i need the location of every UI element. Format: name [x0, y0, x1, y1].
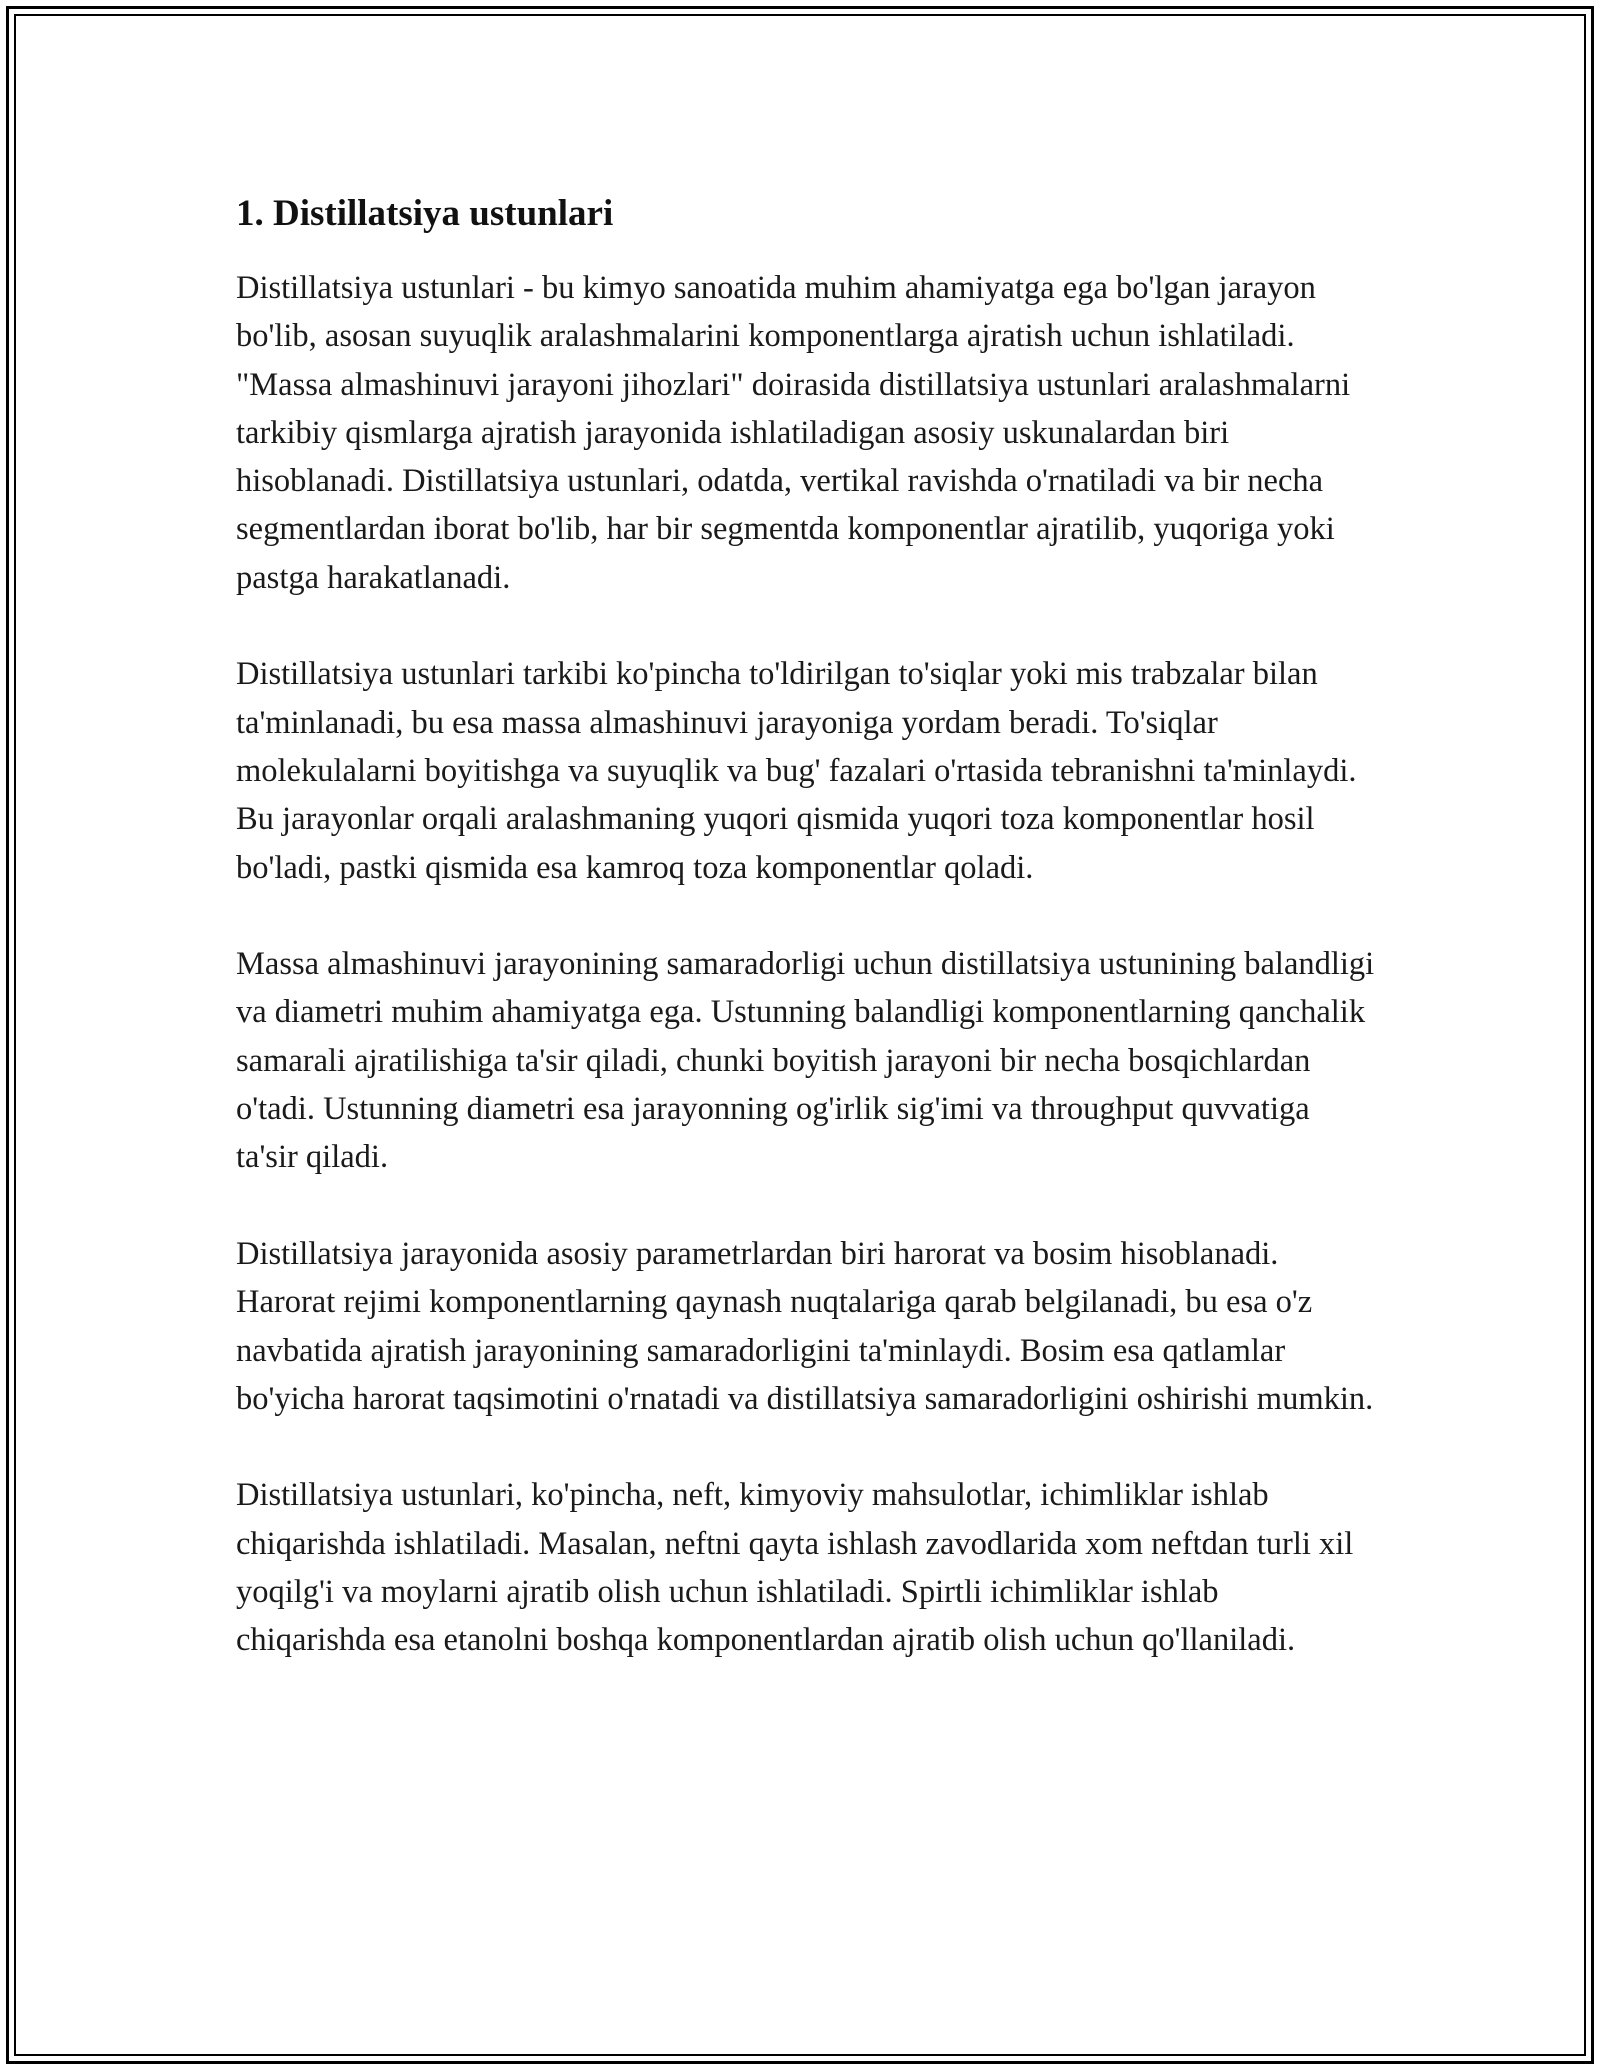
paragraph-4: Distillatsiya jarayonida asosiy parametrlardan biri harorat va bosim hisoblanadi. Harorat rejimi komponentlarning qaynash nuqtalariga qarab belgilanadi, bu esa o'z navbatida ajratish jarayonining samaradorligini ta'minlaydi. Bosim esa qatlamlar bo'yicha harorat taqsimotini o'rnatadi va distillatsiya samaradorligini oshirishi mumkin. [236, 1235, 1374, 1417]
paragraph-2: Distillatsiya ustunlari tarkibi ko'pincha to'ldirilgan to'siqlar yoki mis trabzalar bilan ta'minlanadi, bu esa massa almashinuvi jarayoniga yordam beradi. To'siqlar molekulalarni boyitishga va suyuqlik va bug' fazalari o'rtasida tebranishni ta'minlaydi. Bu jarayonlar orqali aralashmaning yuqori qismida yuqori toza komponentlar hosil bo'ladi, pastki qismida esa kamroq toza komponentlar qoladi. [236, 656, 1357, 886]
paragraph-3: Massa almashinuvi jarayonining samaradorligi uchun distillatsiya ustunining balandligi va diametri muhim ahamiyatga ega. Ustunning balandligi komponentlarning qanchalik samarali ajratilishiga ta'sir qiladi, chunki boyitish jarayoni bir necha bosqichlardan o'tadi. Ustunning diametri esa jarayonning og'irlik sig'imi va throughput quvvatiga ta'sir qiladi. [236, 946, 1375, 1176]
section-heading: 1. Distillatsiya ustunlari [236, 193, 614, 234]
paragraph-5: Distillatsiya ustunlari, ko'pincha, neft, kimyoviy mahsulotlar, ichimliklar ishlab chiqarishda ishlatiladi. Masalan, neftni qayta ishlash zavodlarida xom neftdan turli xil yoqilg'i va moylarni ajratib olish uchun ishlatiladi. Spirtli ichimliklar ishlab chiqarishda esa etanolni boshqa komponentlardan ajratib olish uchun qo'llaniladi. [236, 1477, 1354, 1659]
paragraph-1: Distillatsiya ustunlari - bu kimyo sanoatida muhim ahamiyatga ega bo'lgan jarayon bo'lib, asosan suyuqlik aralashmalarini komponentlarga ajratish uchun ishlatiladi. "Massa almashinuvi jarayoni jihozlari" doirasida distillatsiya ustunlari aralashmalarni tarkibiy qismlarga ajratish jarayonida ishlatiladigan asosiy uskunalardan biri hisoblanadi. Distillatsiya ustunlari, odatda, vertikal ravishda o'rnatiladi va bir necha segmentlardan iborat bo'lib, har bir segmentda komponentlar ajratilib, yuqoriga yoki pastga harakatlanadi. [236, 270, 1351, 596]
document-body [236, 190, 1376, 1713]
